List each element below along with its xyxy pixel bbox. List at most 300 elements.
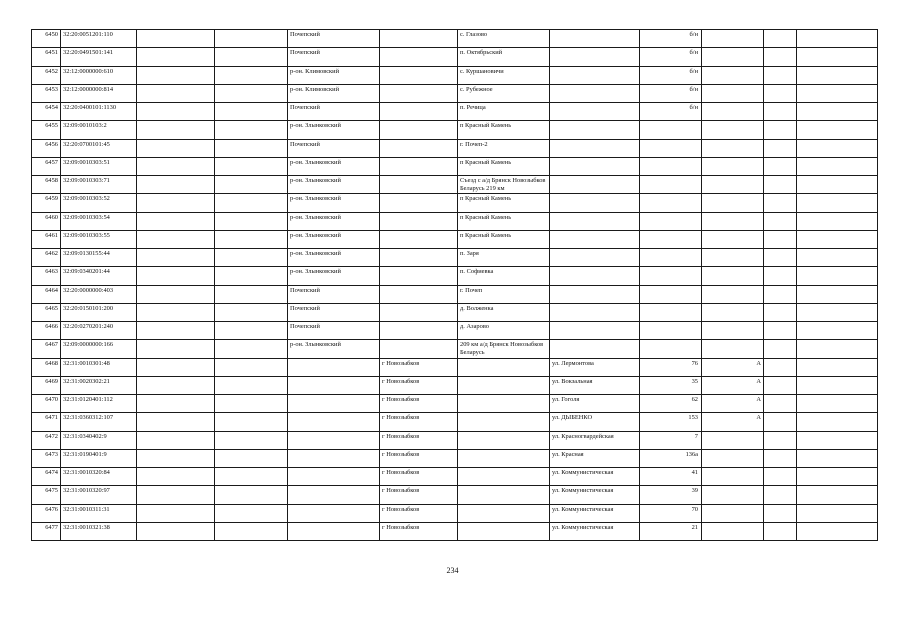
table-row: [32, 121, 878, 139]
row-number-cell: 6450: [32, 30, 61, 48]
empty-cell: [797, 340, 878, 358]
empty-cell: [764, 303, 797, 321]
empty-cell: [797, 48, 878, 66]
table-row: [32, 395, 878, 413]
table-row: [32, 66, 878, 84]
empty-cell: [764, 30, 797, 48]
table-row: [32, 267, 878, 285]
empty-cell: [137, 157, 215, 175]
street-cell: [550, 194, 640, 212]
empty-cell: [764, 468, 797, 486]
row-number-cell: 6463: [32, 267, 61, 285]
empty-cell: [797, 395, 878, 413]
district-cell: Почепский: [288, 303, 380, 321]
street-cell: ул. Коммунистическая: [550, 522, 640, 540]
district-cell: Почепский: [288, 48, 380, 66]
empty-cell: [137, 303, 215, 321]
city-cell: [380, 340, 458, 358]
cadastral-number-cell: 32:31:0010320:84: [61, 468, 137, 486]
table-row: [32, 139, 878, 157]
house-number-cell: [640, 322, 702, 340]
empty-cell: [764, 176, 797, 194]
district-cell: Почепский: [288, 322, 380, 340]
street-cell: [550, 322, 640, 340]
district-cell: Почепский: [288, 139, 380, 157]
cadastral-number-cell: 32:20:0051201:110: [61, 30, 137, 48]
building-letter-cell: А: [702, 358, 764, 376]
city-cell: г Новозыбков: [380, 376, 458, 394]
street-cell: [550, 66, 640, 84]
cadastral-number-cell: 32:09:0010103:2: [61, 121, 137, 139]
row-number-cell: 6466: [32, 322, 61, 340]
cadastral-number-cell: 32:09:0010303:51: [61, 157, 137, 175]
cadastral-number-cell: 32:09:0130155:44: [61, 249, 137, 267]
empty-cell: [137, 267, 215, 285]
empty-cell: [764, 103, 797, 121]
city-cell: [380, 303, 458, 321]
district-cell: Почепский: [288, 285, 380, 303]
street-cell: [550, 176, 640, 194]
empty-cell: [797, 431, 878, 449]
street-cell: [550, 121, 640, 139]
district-cell: р-он. Климовский: [288, 66, 380, 84]
row-number-cell: 6470: [32, 395, 61, 413]
table-row: [32, 468, 878, 486]
building-letter-cell: [702, 103, 764, 121]
empty-cell: [137, 249, 215, 267]
empty-cell: [215, 413, 288, 431]
row-number-cell: 6464: [32, 285, 61, 303]
district-cell: р-он. Злынковский: [288, 267, 380, 285]
building-letter-cell: [702, 212, 764, 230]
empty-cell: [215, 30, 288, 48]
city-cell: [380, 176, 458, 194]
locality-cell: [458, 431, 550, 449]
table-row: [32, 449, 878, 467]
row-number-cell: 6477: [32, 522, 61, 540]
empty-cell: [797, 230, 878, 248]
building-letter-cell: А: [702, 413, 764, 431]
empty-cell: [137, 285, 215, 303]
table-row: [32, 48, 878, 66]
street-cell: ул. Лермонтова: [550, 358, 640, 376]
street-cell: [550, 30, 640, 48]
building-letter-cell: [702, 84, 764, 102]
locality-cell: [458, 486, 550, 504]
empty-cell: [797, 176, 878, 194]
building-letter-cell: [702, 48, 764, 66]
empty-cell: [215, 504, 288, 522]
row-number-cell: 6462: [32, 249, 61, 267]
building-letter-cell: [702, 157, 764, 175]
empty-cell: [764, 121, 797, 139]
locality-cell: п. Заря: [458, 249, 550, 267]
empty-cell: [797, 504, 878, 522]
city-cell: [380, 84, 458, 102]
page-number: 234: [446, 566, 459, 575]
empty-cell: [764, 413, 797, 431]
empty-cell: [215, 84, 288, 102]
street-cell: [550, 48, 640, 66]
row-number-cell: 6474: [32, 468, 61, 486]
empty-cell: [764, 395, 797, 413]
district-cell: [288, 468, 380, 486]
city-cell: [380, 30, 458, 48]
row-number-cell: 6473: [32, 449, 61, 467]
city-cell: [380, 230, 458, 248]
street-cell: ул. Красная: [550, 449, 640, 467]
row-number-cell: 6457: [32, 157, 61, 175]
building-letter-cell: [702, 322, 764, 340]
row-number-cell: 6472: [32, 431, 61, 449]
house-number-cell: [640, 212, 702, 230]
city-cell: [380, 66, 458, 84]
locality-cell: п. Софиевка: [458, 267, 550, 285]
empty-cell: [797, 249, 878, 267]
city-cell: [380, 194, 458, 212]
empty-cell: [215, 486, 288, 504]
house-number-cell: 35: [640, 376, 702, 394]
empty-cell: [137, 121, 215, 139]
city-cell: [380, 285, 458, 303]
empty-cell: [764, 340, 797, 358]
house-number-cell: 39: [640, 486, 702, 504]
district-cell: [288, 504, 380, 522]
row-number-cell: 6451: [32, 48, 61, 66]
cadastral-number-cell: 32:31:0010321:38: [61, 522, 137, 540]
empty-cell: [764, 66, 797, 84]
house-number-cell: [640, 176, 702, 194]
locality-cell: с. Рубежное: [458, 84, 550, 102]
empty-cell: [797, 358, 878, 376]
empty-cell: [797, 322, 878, 340]
registry-table: [31, 29, 878, 541]
table-row: [32, 486, 878, 504]
locality-cell: д. Азарово: [458, 322, 550, 340]
city-cell: г Новозыбков: [380, 504, 458, 522]
cadastral-number-cell: 32:31:0120401:112: [61, 395, 137, 413]
empty-cell: [797, 285, 878, 303]
cadastral-number-cell: 32:31:0020302:21: [61, 376, 137, 394]
empty-cell: [137, 322, 215, 340]
house-number-cell: [640, 340, 702, 358]
row-number-cell: 6454: [32, 103, 61, 121]
locality-cell: п. Октябрьский: [458, 48, 550, 66]
locality-cell: [458, 504, 550, 522]
empty-cell: [797, 66, 878, 84]
empty-cell: [215, 212, 288, 230]
empty-cell: [764, 486, 797, 504]
cadastral-number-cell: 32:09:0010303:55: [61, 230, 137, 248]
table-row: [32, 322, 878, 340]
building-letter-cell: [702, 230, 764, 248]
table-row: [32, 30, 878, 48]
district-cell: р-он. Злынковский: [288, 230, 380, 248]
empty-cell: [797, 468, 878, 486]
district-cell: р-он. Злынковский: [288, 212, 380, 230]
house-number-cell: [640, 139, 702, 157]
empty-cell: [764, 322, 797, 340]
row-number-cell: 6452: [32, 66, 61, 84]
empty-cell: [137, 48, 215, 66]
street-cell: [550, 285, 640, 303]
locality-cell: Съезд с а/д Брянск Новозыбков Беларусь 219 км: [458, 176, 550, 194]
empty-cell: [215, 48, 288, 66]
row-number-cell: 6456: [32, 139, 61, 157]
district-cell: р-он. Злынковский: [288, 194, 380, 212]
empty-cell: [137, 486, 215, 504]
house-number-cell: [640, 121, 702, 139]
empty-cell: [137, 395, 215, 413]
district-cell: [288, 486, 380, 504]
row-number-cell: 6465: [32, 303, 61, 321]
city-cell: [380, 103, 458, 121]
table-row: [32, 431, 878, 449]
table-row: [32, 358, 878, 376]
empty-cell: [215, 395, 288, 413]
row-number-cell: 6453: [32, 84, 61, 102]
district-cell: [288, 413, 380, 431]
empty-cell: [764, 212, 797, 230]
cadastral-number-cell: 32:09:0010303:71: [61, 176, 137, 194]
building-letter-cell: [702, 121, 764, 139]
row-number-cell: 6458: [32, 176, 61, 194]
row-number-cell: 6455: [32, 121, 61, 139]
cadastral-number-cell: 32:31:0010320:97: [61, 486, 137, 504]
table-row: [32, 212, 878, 230]
district-cell: р-он. Злынковский: [288, 249, 380, 267]
city-cell: [380, 267, 458, 285]
table-row: [32, 285, 878, 303]
locality-cell: 209 км а/д Брянск Новозыбков Беларусь: [458, 340, 550, 358]
house-number-cell: б/н: [640, 48, 702, 66]
locality-cell: [458, 358, 550, 376]
street-cell: ул. Коммунистическая: [550, 486, 640, 504]
city-cell: г Новозыбков: [380, 486, 458, 504]
empty-cell: [797, 103, 878, 121]
house-number-cell: 153: [640, 413, 702, 431]
district-cell: р-он. Злынковский: [288, 157, 380, 175]
building-letter-cell: [702, 303, 764, 321]
locality-cell: п Красный Камень: [458, 121, 550, 139]
city-cell: г Новозыбков: [380, 449, 458, 467]
building-letter-cell: [702, 522, 764, 540]
empty-cell: [797, 139, 878, 157]
house-number-cell: б/н: [640, 66, 702, 84]
empty-cell: [137, 84, 215, 102]
district-cell: р-он. Климовский: [288, 84, 380, 102]
empty-cell: [797, 212, 878, 230]
empty-cell: [215, 358, 288, 376]
house-number-cell: [640, 285, 702, 303]
empty-cell: [215, 522, 288, 540]
city-cell: г Новозыбков: [380, 413, 458, 431]
city-cell: [380, 322, 458, 340]
house-number-cell: [640, 157, 702, 175]
street-cell: [550, 249, 640, 267]
empty-cell: [137, 431, 215, 449]
row-number-cell: 6469: [32, 376, 61, 394]
building-letter-cell: [702, 468, 764, 486]
table-row: [32, 303, 878, 321]
city-cell: [380, 212, 458, 230]
district-cell: р-он. Злынковский: [288, 340, 380, 358]
house-number-cell: [640, 249, 702, 267]
empty-cell: [137, 468, 215, 486]
empty-cell: [764, 285, 797, 303]
empty-cell: [137, 358, 215, 376]
district-cell: [288, 376, 380, 394]
row-number-cell: 6459: [32, 194, 61, 212]
locality-cell: п Красный Камень: [458, 230, 550, 248]
table-row: [32, 376, 878, 394]
empty-cell: [764, 431, 797, 449]
locality-cell: п Красный Камень: [458, 157, 550, 175]
empty-cell: [137, 66, 215, 84]
district-cell: [288, 358, 380, 376]
table-row: [32, 522, 878, 540]
building-letter-cell: [702, 249, 764, 267]
house-number-cell: 70: [640, 504, 702, 522]
table-row: [32, 413, 878, 431]
locality-cell: [458, 522, 550, 540]
table-row: [32, 249, 878, 267]
street-cell: ул. Коммунистическая: [550, 504, 640, 522]
locality-cell: [458, 468, 550, 486]
building-letter-cell: [702, 340, 764, 358]
cadastral-number-cell: 32:09:0000000:166: [61, 340, 137, 358]
empty-cell: [764, 504, 797, 522]
empty-cell: [797, 376, 878, 394]
cadastral-number-cell: 32:20:0491501:141: [61, 48, 137, 66]
house-number-cell: [640, 194, 702, 212]
city-cell: [380, 249, 458, 267]
empty-cell: [797, 486, 878, 504]
row-number-cell: 6467: [32, 340, 61, 358]
district-cell: р-он. Злынковский: [288, 176, 380, 194]
house-number-cell: 76: [640, 358, 702, 376]
locality-cell: п Красный Камень: [458, 194, 550, 212]
empty-cell: [764, 267, 797, 285]
cadastral-number-cell: 32:09:0010303:54: [61, 212, 137, 230]
empty-cell: [797, 413, 878, 431]
cadastral-number-cell: 32:12:0000000:610: [61, 66, 137, 84]
building-letter-cell: [702, 431, 764, 449]
city-cell: г Новозыбков: [380, 468, 458, 486]
empty-cell: [215, 340, 288, 358]
empty-cell: [215, 157, 288, 175]
cadastral-number-cell: 32:31:0010301:48: [61, 358, 137, 376]
cadastral-number-cell: 32:09:0010303:52: [61, 194, 137, 212]
row-number-cell: 6476: [32, 504, 61, 522]
empty-cell: [764, 194, 797, 212]
empty-cell: [215, 431, 288, 449]
building-letter-cell: [702, 30, 764, 48]
street-cell: [550, 157, 640, 175]
cadastral-number-cell: 32:31:0360312:107: [61, 413, 137, 431]
cadastral-number-cell: 32:31:0340402:9: [61, 431, 137, 449]
house-number-cell: б/н: [640, 103, 702, 121]
district-cell: [288, 431, 380, 449]
street-cell: ул. ДЫБЕНКО: [550, 413, 640, 431]
building-letter-cell: [702, 486, 764, 504]
street-cell: [550, 303, 640, 321]
city-cell: г Новозыбков: [380, 431, 458, 449]
empty-cell: [137, 30, 215, 48]
street-cell: [550, 139, 640, 157]
empty-cell: [797, 84, 878, 102]
cadastral-number-cell: 32:20:0400101:1130: [61, 103, 137, 121]
district-cell: [288, 395, 380, 413]
empty-cell: [764, 48, 797, 66]
empty-cell: [137, 413, 215, 431]
house-number-cell: 21: [640, 522, 702, 540]
cadastral-number-cell: 32:20:0150101:200: [61, 303, 137, 321]
empty-cell: [215, 449, 288, 467]
street-cell: ул. Гоголя: [550, 395, 640, 413]
table-row: [32, 103, 878, 121]
locality-cell: [458, 376, 550, 394]
empty-cell: [797, 267, 878, 285]
city-cell: [380, 121, 458, 139]
cadastral-number-cell: 32:20:0270201:240: [61, 322, 137, 340]
empty-cell: [215, 230, 288, 248]
empty-cell: [764, 522, 797, 540]
empty-cell: [137, 449, 215, 467]
street-cell: ул. Коммунистическая: [550, 468, 640, 486]
building-letter-cell: [702, 449, 764, 467]
city-cell: г Новозыбков: [380, 358, 458, 376]
empty-cell: [215, 176, 288, 194]
empty-cell: [797, 449, 878, 467]
street-cell: [550, 103, 640, 121]
building-letter-cell: [702, 194, 764, 212]
empty-cell: [797, 522, 878, 540]
street-cell: [550, 267, 640, 285]
empty-cell: [764, 358, 797, 376]
locality-cell: д. Волженка: [458, 303, 550, 321]
street-cell: ул. Вокзальная: [550, 376, 640, 394]
empty-cell: [797, 121, 878, 139]
cadastral-number-cell: 32:20:0000000:403: [61, 285, 137, 303]
building-letter-cell: [702, 66, 764, 84]
district-cell: р-он. Злынковский: [288, 121, 380, 139]
locality-cell: п. Речица: [458, 103, 550, 121]
cadastral-number-cell: 32:09:0340201:44: [61, 267, 137, 285]
locality-cell: г. Почеп-2: [458, 139, 550, 157]
house-number-cell: [640, 267, 702, 285]
locality-cell: [458, 395, 550, 413]
house-number-cell: 136а: [640, 449, 702, 467]
empty-cell: [215, 103, 288, 121]
empty-cell: [137, 340, 215, 358]
row-number-cell: 6461: [32, 230, 61, 248]
empty-cell: [764, 376, 797, 394]
empty-cell: [137, 230, 215, 248]
row-number-cell: 6460: [32, 212, 61, 230]
table-row: [32, 84, 878, 102]
empty-cell: [215, 139, 288, 157]
table-row: [32, 157, 878, 175]
building-letter-cell: [702, 504, 764, 522]
building-letter-cell: [702, 176, 764, 194]
district-cell: [288, 522, 380, 540]
empty-cell: [215, 285, 288, 303]
empty-cell: [797, 30, 878, 48]
empty-cell: [137, 194, 215, 212]
empty-cell: [797, 157, 878, 175]
locality-cell: п Красный Камень: [458, 212, 550, 230]
